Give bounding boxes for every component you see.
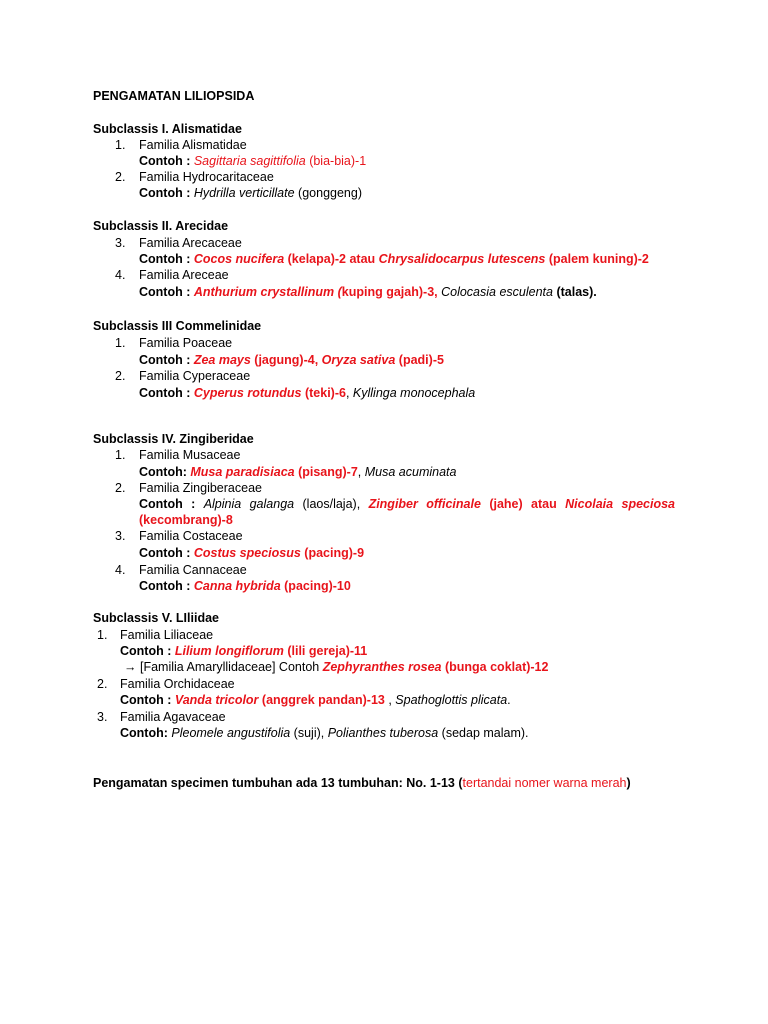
contoh-label: Contoh : [120,644,175,658]
familia-name: Familia Arecaceae [139,236,242,250]
subclass-heading: Subclassis IV. Zingiberidae [93,432,254,446]
species-name: Hydrilla verticillate [193,186,295,200]
species-name: Spathoglottis plicata [395,693,508,707]
species-name: Alpinia galanga [203,497,295,511]
separator-text: , [384,693,396,707]
amaryllidaceae-note: [Familia Amaryllidaceae] Contoh [136,660,323,674]
list-number: 1. [97,628,108,642]
subclass-heading: Subclassis III Commelinidae [93,319,262,333]
contoh-line [139,251,649,267]
list-number: 1. [115,138,126,152]
specimen-number: (bunga coklat)-12 [441,660,549,674]
specimen-number: kuping gajah)-3, [341,285,438,299]
familia-name: Familia Alismatidae [139,138,247,152]
familia-name: Familia Liliaceae [120,628,214,642]
specimen-number: (anggrek pandan)-13 [258,693,385,707]
specimen-number: (teki)-6 [301,386,346,400]
separator-text: , [345,386,353,400]
list-number: 4. [115,563,126,577]
species-name: Pleomele angustifolia [171,726,291,740]
list-number: 3. [97,710,108,724]
subclass-heading: Subclassis V. LIliidae [93,611,219,625]
contoh-line [139,464,456,480]
species-name: Musa paradisiaca [190,465,295,479]
familia-name: Familia Cannaceae [139,563,247,577]
contoh-label: Contoh : [139,579,194,593]
specimen-number: (kelapa)-2 [284,252,346,266]
familia-name: Familia Zingiberaceae [139,481,262,495]
contoh-line [139,284,597,300]
specimen-number: (bia-bia)-1 [305,154,367,168]
common-name: (talas). [552,285,597,299]
common-name: (sedap malam). [438,726,529,740]
contoh-line [120,692,511,708]
species-name: Musa acuminata [364,465,457,479]
specimen-number: (kecombrang)-8 [139,513,233,527]
contoh-label: Contoh : [139,386,194,400]
common-name: (laos/laja), [294,497,369,511]
species-name: Zingiber officinale [368,497,481,511]
specimen-number: (pisang)-7 [294,465,358,479]
species-name: Costus speciosus [193,546,301,560]
species-name: Cocos nucifera [193,252,285,266]
common-name: (suji), [290,726,328,740]
list-number: 1. [115,448,126,462]
summary-text: ) [626,776,631,790]
contoh-label: Contoh : [139,252,194,266]
familia-name: Familia Agavaceae [120,710,226,724]
familia-name: Familia Orchidaceae [120,677,235,691]
contoh-label: Contoh: [139,465,191,479]
species-name: Zea mays [193,353,251,367]
contoh-label: Contoh : [120,693,175,707]
species-name: Vanda tricolor [174,693,259,707]
contoh-line [139,496,675,512]
list-number: 2. [115,481,126,495]
contoh-line [124,659,548,675]
contoh-line [139,545,364,561]
contoh-label: Contoh : [139,353,194,367]
contoh-line [139,185,362,201]
separator-text: . [507,693,511,707]
list-number: 4. [115,268,126,282]
species-name: Sagittaria sagittifolia [193,154,306,168]
specimen-number: (padi)-5 [395,353,444,367]
specimen-number: (jagung)-4, [250,353,322,367]
familia-name: Familia Areceae [139,268,229,282]
species-name: Cyperus rotundus [193,386,302,400]
species-name: Canna hybrida [193,579,281,593]
species-name: Colocasia esculenta [437,285,553,299]
summary-highlight: tertandai nomer warna merah [462,776,627,790]
species-name: Chrysalidocarpus lutescens [378,252,546,266]
list-number: 2. [115,170,126,184]
separator-text: , [357,465,365,479]
specimen-number: (jahe) [480,497,523,511]
familia-name: Familia Costaceae [139,529,243,543]
specimen-number: (pacing)-9 [300,546,365,560]
contoh-label: Contoh : [139,186,194,200]
species-name: Lilium longiflorum [174,644,284,658]
list-number: 1. [115,336,126,350]
species-name: Zephyranthes rosea [322,660,442,674]
familia-name: Familia Cyperaceae [139,369,251,383]
document-title: PENGAMATAN LILIOPSIDA [93,89,255,103]
contoh-line [120,725,529,741]
subclass-heading: Subclassis I. Alismatidae [93,122,242,136]
subclass-heading: Subclassis II. Arecidae [93,219,229,233]
contoh-line [139,153,366,169]
familia-name: Familia Musaceae [139,448,241,462]
connector-text: atau [522,497,566,511]
contoh-line [139,385,475,401]
contoh-label: Contoh : [139,154,194,168]
arrow-icon: → [124,660,137,674]
familia-name: Familia Poaceae [139,336,233,350]
specimen-number: (palem kuning)-2 [545,252,649,266]
species-name: Kyllinga monocephala [352,386,476,400]
contoh-label: Contoh: [120,726,172,740]
list-number: 3. [115,529,126,543]
specimen-number: (lili gereja)-11 [283,644,368,658]
list-number: 2. [115,369,126,383]
list-number: 3. [115,236,126,250]
contoh-label: Contoh : [139,497,204,511]
contoh-label: Contoh : [139,546,194,560]
contoh-line [120,643,367,659]
species-name: Polianthes tuberosa [327,726,439,740]
contoh-label: Contoh : [139,285,194,299]
summary-line [93,775,631,791]
list-number: 2. [97,677,108,691]
species-name: Oryza sativa [321,353,396,367]
specimen-number: (pacing)-10 [280,579,351,593]
connector-text: atau [346,252,379,266]
common-name: (gonggeng) [294,186,362,200]
familia-name: Familia Hydrocaritaceae [139,170,274,184]
contoh-line [139,578,351,594]
summary-text: Pengamatan specimen tumbuhan ada 13 tumbuhan: No. 1-13 ( [93,776,463,790]
contoh-line [139,352,444,368]
species-name: Anthurium crystallinum ( [193,285,342,299]
species-name: Nicolaia speciosa [565,497,675,511]
